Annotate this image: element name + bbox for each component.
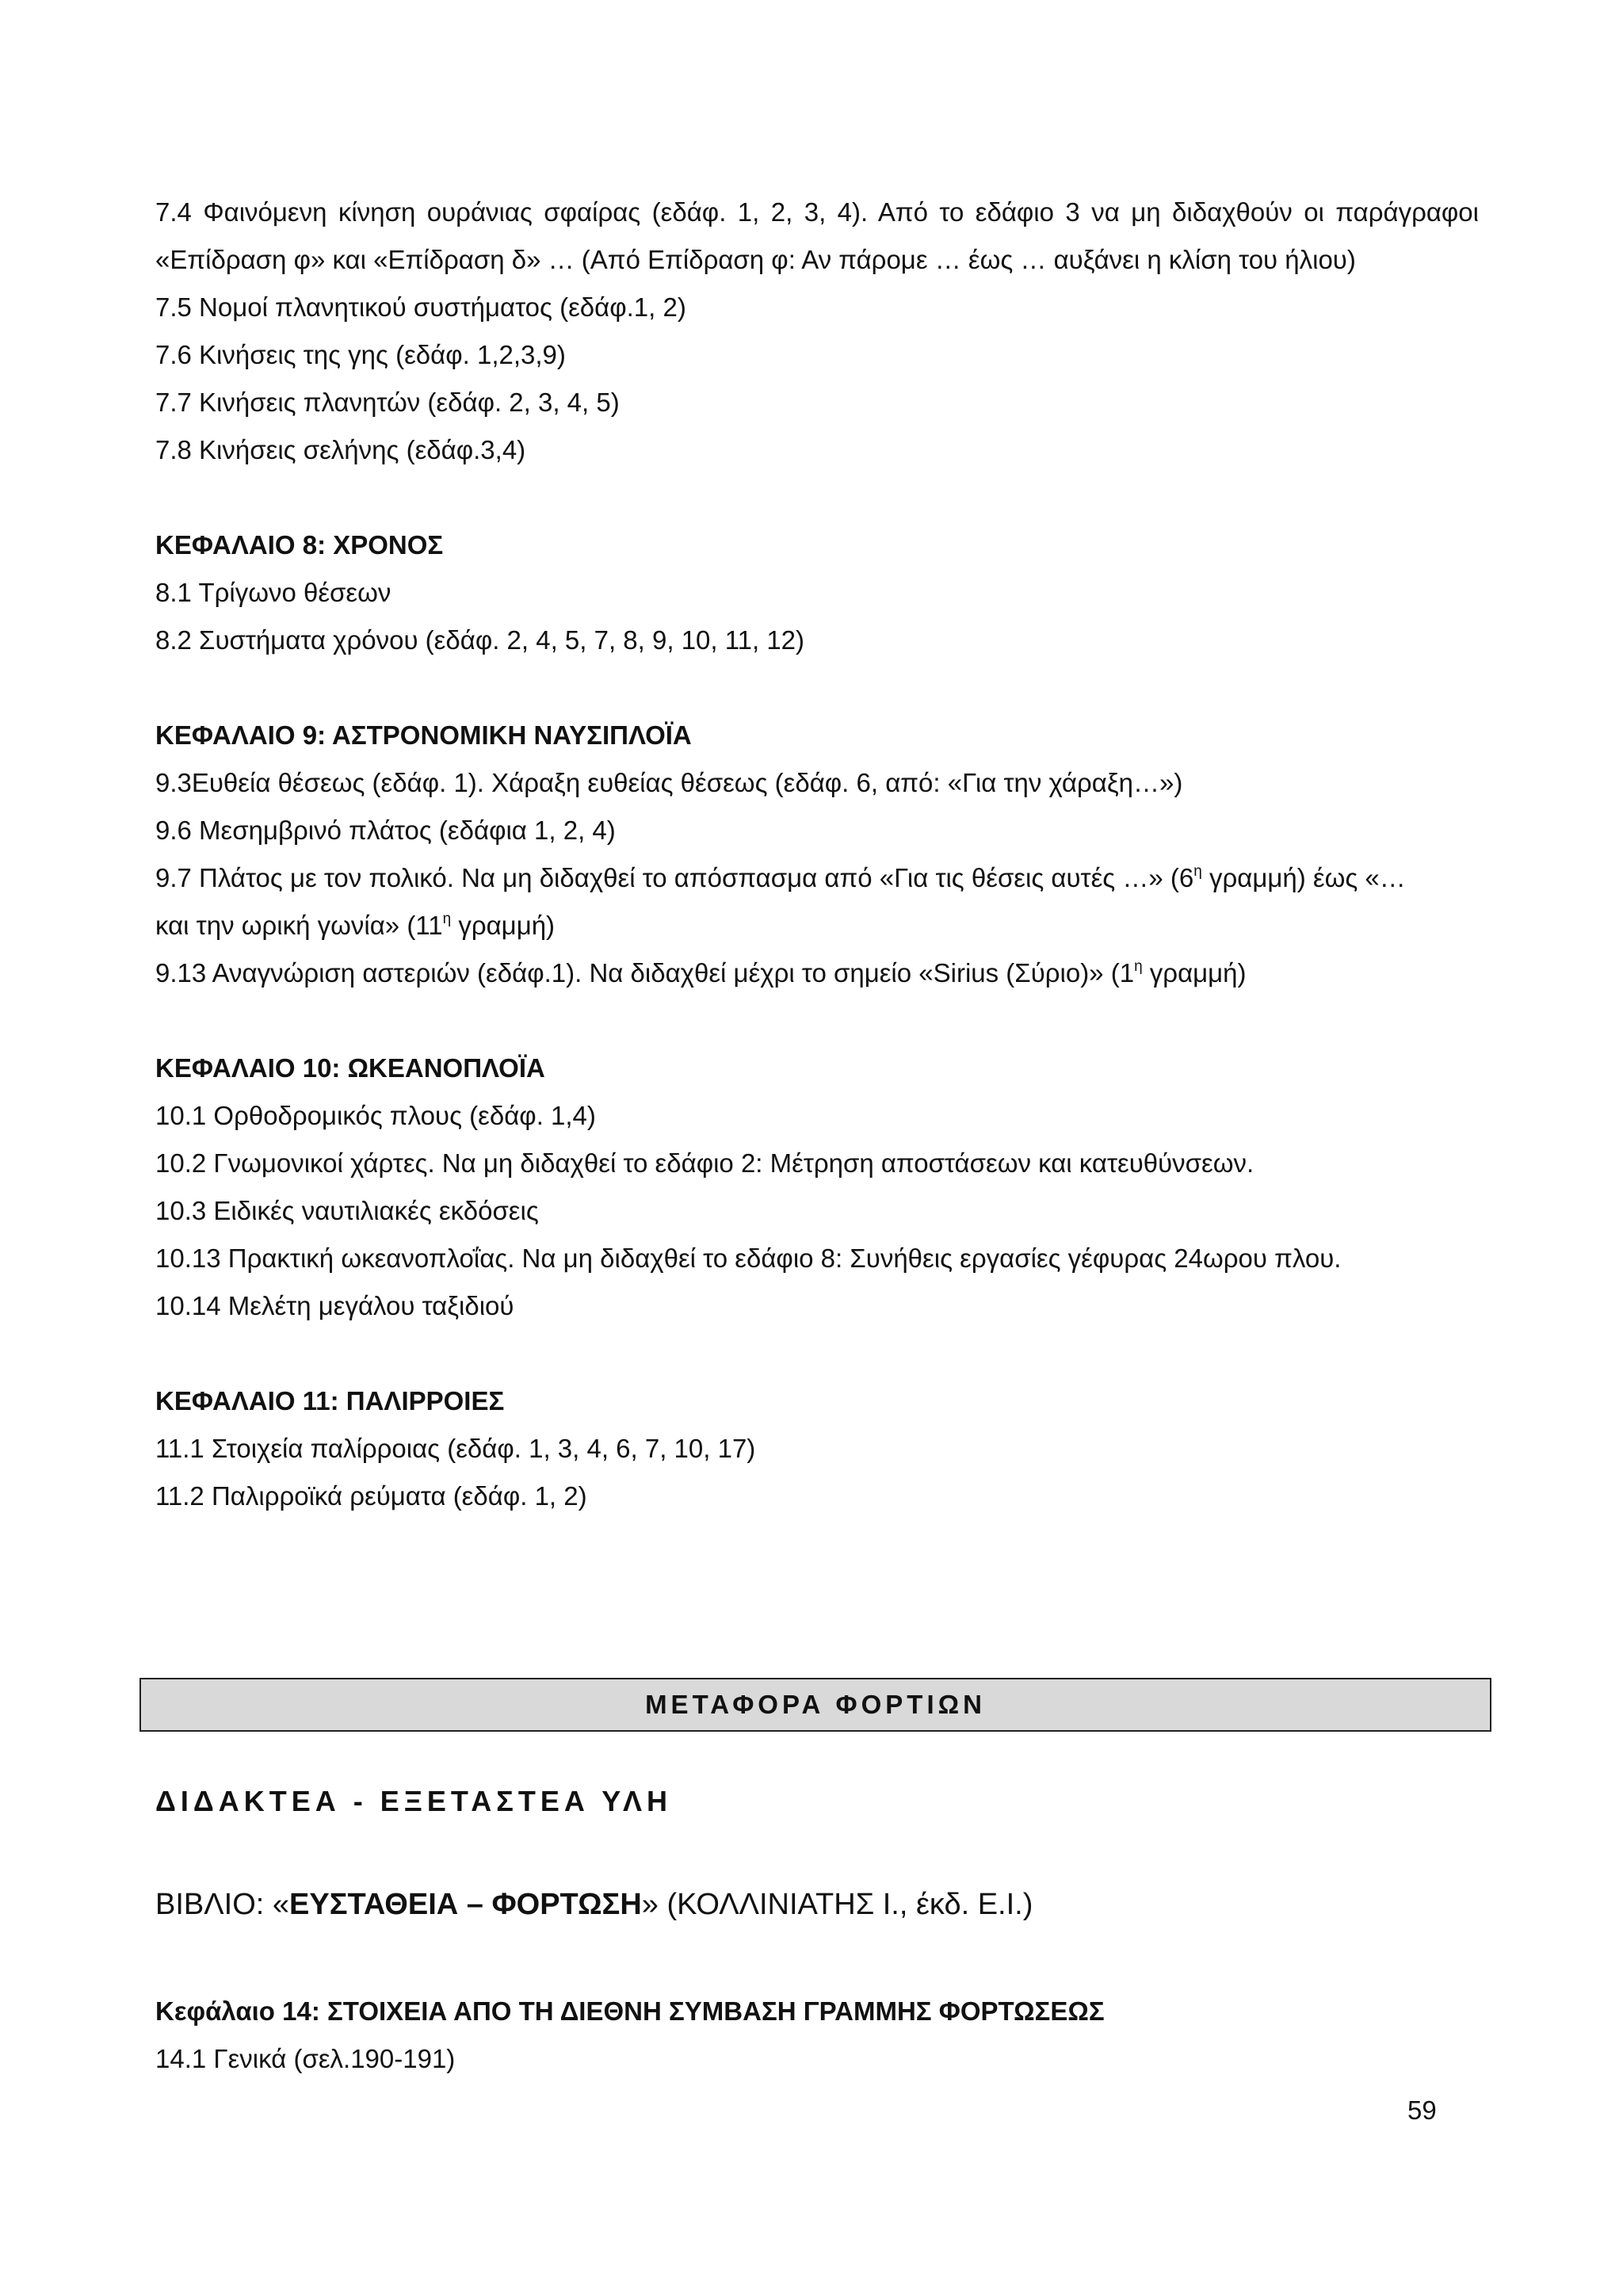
item-10-2: 10.2 Γνωμονικοί χάρτες. Να μη διδαχθεί το εδάφιο 2: Μέτρηση αποστάσεων και κατευθύνσεων. — [155, 1148, 1254, 1178]
item-7-6: 7.6 Κινήσεις της γης (εδάφ. 1,2,3,9) — [155, 340, 566, 369]
book-title: ΕΥΣΤΑΘΕΙΑ – ΦΟΡΤΩΣΗ — [289, 1888, 642, 1921]
page-number: 59 — [1407, 2095, 1437, 2125]
item-10-3: 10.3 Ειδικές ναυτιλιακές εκδόσεις — [155, 1196, 539, 1225]
chapter-14-block — [155, 1988, 1479, 2083]
item-9-7-line1 — [155, 854, 1479, 902]
ordinal-superscript: η — [442, 911, 452, 927]
item-9-7-text-a: 9.7 Πλάτος με τον πολικό. Να μη διδαχθεί το απόσπασμα από «Για τις θέσεις αυτές …» (6 — [155, 863, 1194, 892]
item-10-13: 10.13 Πρακτική ωκεανοπλοΐας. Να μη διδαχθεί το εδάφιο 8: Συνήθεις εργασίες γέφυρας 24ωρου πλου. — [155, 1244, 1342, 1273]
item-9-13-text-a: 9.13 Αναγνώριση αστεριών (εδάφ.1). Να διδαχθεί μέχρι το σημείο «Sirius (Σύριο)» (1 — [155, 958, 1135, 988]
item-7-8: 7.8 Κινήσεις σελήνης (εδάφ.3,4) — [155, 435, 526, 464]
syllabus-body — [155, 189, 1479, 1520]
chapter-8-heading: ΚΕΦΑΛΑΙΟ 8: ΧΡΟΝΟΣ — [155, 530, 444, 560]
item-7-7: 7.7 Κινήσεις πλανητών (εδάφ. 2, 3, 4, 5) — [155, 388, 620, 417]
book-reference — [155, 1888, 1033, 1922]
item-14-1: 14.1 Γενικά (σελ.190-191) — [155, 2044, 456, 2073]
spacer — [155, 997, 1479, 1045]
item-9-7-line2 — [155, 902, 1479, 949]
book-suffix: » (ΚΟΛΛΙΝΙΑΤΗΣ Ι., έκδ. Ε.Ι.) — [641, 1888, 1033, 1921]
item-9-13-text-b: γραμμή) — [1142, 958, 1247, 988]
item-11-2: 11.2 Παλιρροϊκά ρεύματα (εδάφ. 1, 2) — [155, 1481, 587, 1511]
ordinal-superscript: η — [1134, 958, 1143, 975]
item-9-7-text-b: γραμμή) έως «… — [1201, 863, 1406, 892]
chapter-9-heading: ΚΕΦΑΛΑΙΟ 9: ΑΣΤΡΟΝΟΜΙΚΗ ΝΑΥΣΙΠΛΟΪΑ — [155, 720, 692, 750]
book-prefix: ΒΙΒΛΙΟ: « — [155, 1888, 289, 1921]
chapter-10-heading: ΚΕΦΑΛΑΙΟ 10: ΩΚΕΑΝΟΠΛΟΪΑ — [155, 1053, 545, 1083]
chapter-14-heading: Κεφάλαιο 14: ΣΤΟΙΧΕΙΑ ΑΠΟ ΤΗ ΔΙΕΘΝΗ ΣΥΜΒΑΣΗ ΓΡΑΜΜΗΣ ΦΟΡΤΩΣΕΩΣ — [155, 1996, 1105, 2026]
item-9-7-text-d: γραμμή) — [451, 911, 556, 940]
spacer — [155, 1330, 1479, 1377]
spacer — [155, 474, 1479, 521]
item-9-7-text-c: και την ωρική γωνία» (11 — [155, 911, 443, 940]
item-10-14: 10.14 Μελέτη μεγάλου ταξιδιού — [155, 1291, 514, 1320]
item-9-3: 9.3Ευθεία θέσεως (εδάφ. 1). Χάραξη ευθείας θέσεως (εδάφ. 6, από: «Για την χάραξη…») — [155, 768, 1183, 797]
item-8-2: 8.2 Συστήματα χρόνου (εδάφ. 2, 4, 5, 7, 8, 9, 10, 11, 12) — [155, 625, 805, 655]
item-8-1: 8.1 Τρίγωνο θέσεων — [155, 578, 391, 607]
item-9-6: 9.6 Μεσημβρινό πλάτος (εδάφια 1, 2, 4) — [155, 816, 616, 845]
chapter-11-heading: ΚΕΦΑΛΑΙΟ 11: ΠΑΛΙΡΡΟΙΕΣ — [155, 1386, 505, 1415]
ordinal-superscript: η — [1193, 863, 1202, 880]
item-7-4: 7.4 Φαινόμενη κίνηση ουράνιας σφαίρας (εδάφ. 1, 2, 3, 4). Από το εδάφιο 3 να μη διδαχθούν οι παράγραφοι «Επίδραση φ» και «Επίδραση δ» … (Από Επίδραση φ: Αν πάρομε … έως … αυξάνει η κλίση του ήλιου) — [155, 197, 1479, 274]
item-7-5: 7.5 Νομοί πλανητικού συστήματος (εδάφ.1, 2) — [155, 292, 686, 322]
item-11-1: 11.1 Στοιχεία παλίρροιας (εδάφ. 1, 3, 4, 6, 7, 10, 17) — [155, 1434, 756, 1463]
item-9-13 — [155, 949, 1479, 997]
syllabus-section-title: ΔΙΔΑΚΤΕΑ - ΕΞΕΤΑΣΤΕΑ ΥΛΗ — [155, 1785, 672, 1817]
item-10-1: 10.1 Ορθοδρομικός πλους (εδάφ. 1,4) — [155, 1101, 596, 1130]
spacer — [155, 664, 1479, 712]
section-banner: ΜΕΤΑΦΟΡΑ ΦΟΡΤΙΩΝ — [139, 1678, 1491, 1732]
